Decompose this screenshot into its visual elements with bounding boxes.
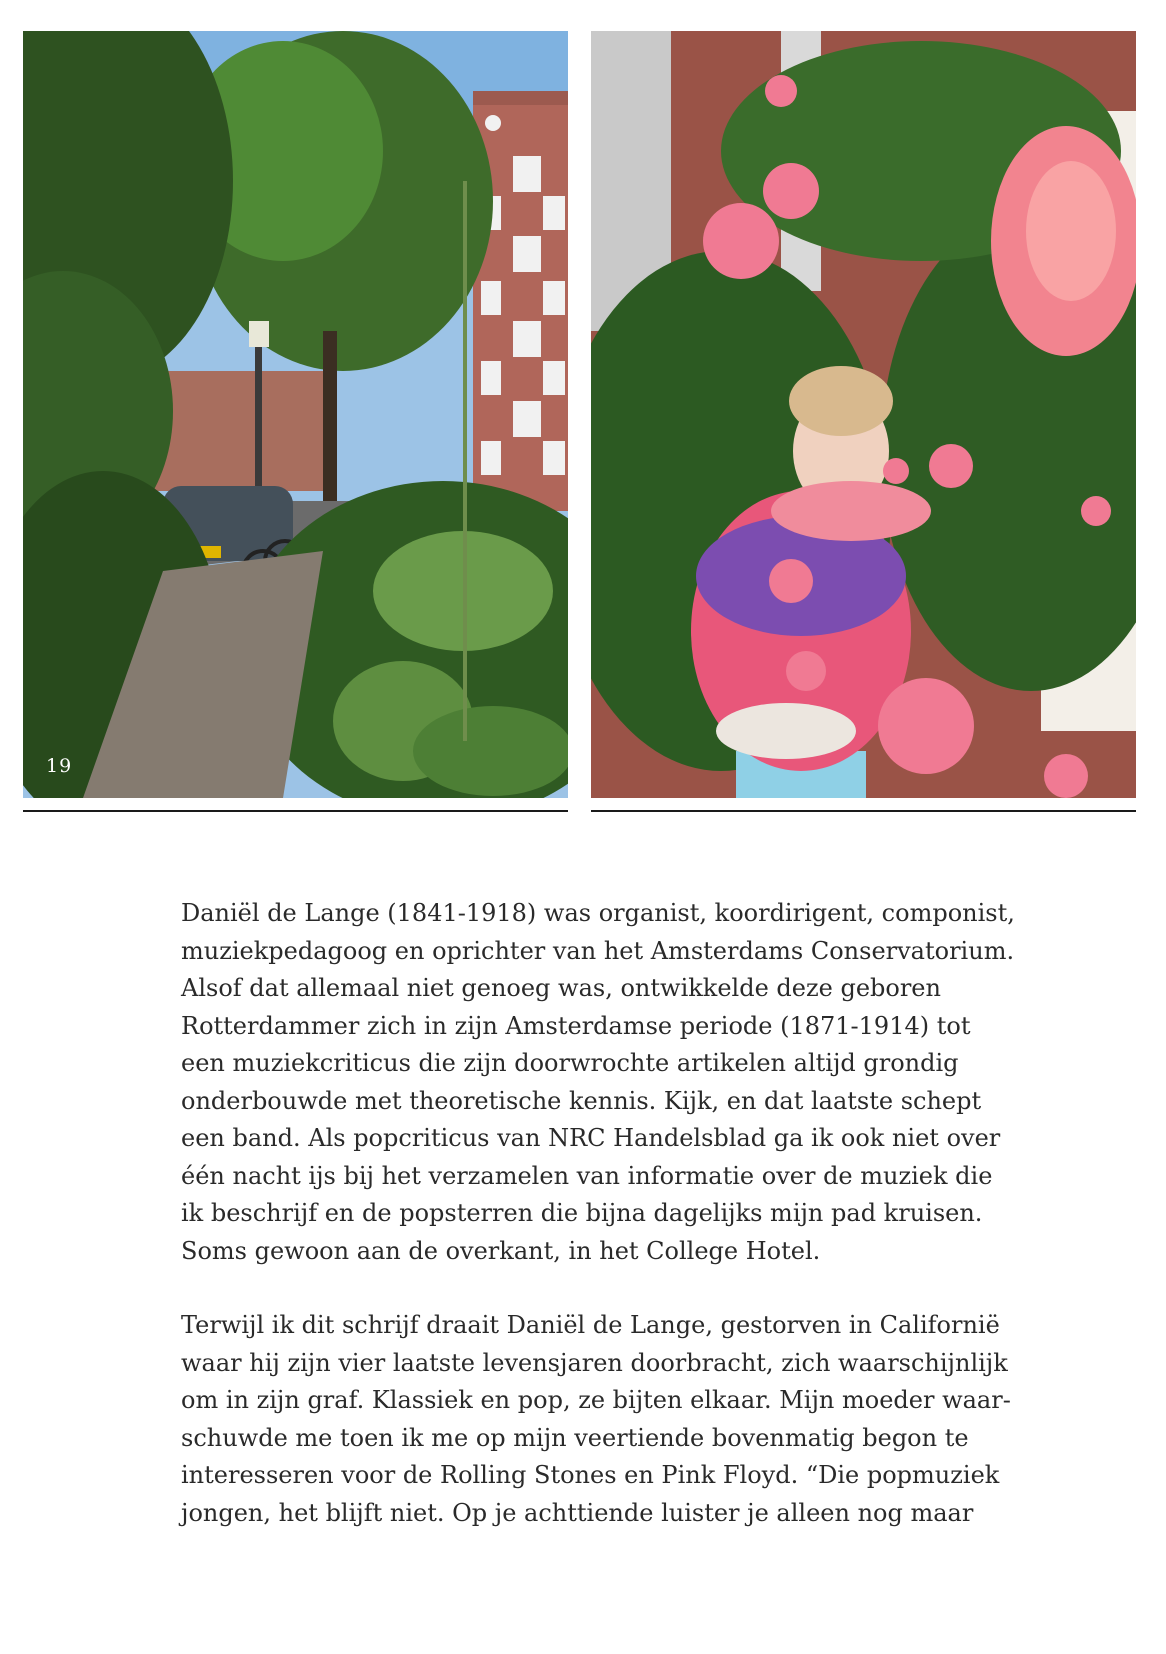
text-line: Daniël de Lange (1841-1918) was organist, koordirigent, componist, xyxy=(181,899,1015,927)
photo-street-scene xyxy=(23,31,568,798)
text-line: Rotterdammer zich in zijn Amsterdamse periode (1871-1914) tot xyxy=(181,1011,971,1040)
text-line: Alsof dat allemaal niet genoeg was, ontwikkelde deze geboren xyxy=(181,974,941,1002)
divider-right xyxy=(591,810,1136,812)
photo-girl-with-roses xyxy=(591,31,1136,798)
text-line: ik beschrijf en de popsterren die bijna dagelijks mijn pad kruisen. xyxy=(181,1199,983,1227)
text-line: een band. Als popcriticus van NRC Handelsblad ga ik ook niet over xyxy=(181,1124,1001,1152)
text-line: interesseren voor de Rolling Stones en Pink Floyd. “Die popmuziek xyxy=(181,1461,1000,1489)
text-line: om in zijn graf. Klassiek en pop, ze bijten elkaar. Mijn moeder waar- xyxy=(181,1386,1011,1414)
text-line: onderbouwde met theoretische kennis. Kijk, en dat laatste schept xyxy=(181,1086,982,1115)
text-line: schuwde me toen ik me op mijn veertiende bovenmatig begon te xyxy=(181,1423,969,1452)
divider-left xyxy=(23,810,568,812)
text-line: jongen, het blijft niet. Op je achttiende luister je alleen nog maar xyxy=(181,1498,974,1527)
street-scene-illustration xyxy=(23,31,568,798)
text-line: Terwijl ik dit schrijf draait Daniël de Lange, gestorven in Californië xyxy=(181,1311,1000,1339)
page-number: 19 xyxy=(46,755,73,777)
text-line: waar hij zijn vier laatste levensjaren doorbracht, zich waarschijnlijk xyxy=(181,1348,1008,1377)
girl-with-roses-illustration xyxy=(591,31,1136,798)
text-line: één nacht ijs bij het verzamelen van informatie over de muziek die xyxy=(181,1161,993,1190)
text-line: Soms gewoon aan de overkant, in het College Hotel. xyxy=(181,1236,821,1265)
paragraph-1 xyxy=(181,895,1061,1270)
text-line: een muziekcriticus die zijn doorwrochte artikelen altijd grondig xyxy=(181,1049,959,1077)
article-body xyxy=(181,895,1061,1532)
text-line: muziekpedagoog en oprichter van het Amsterdams Conservatorium. xyxy=(181,936,1015,965)
paragraph-2 xyxy=(181,1307,1061,1532)
